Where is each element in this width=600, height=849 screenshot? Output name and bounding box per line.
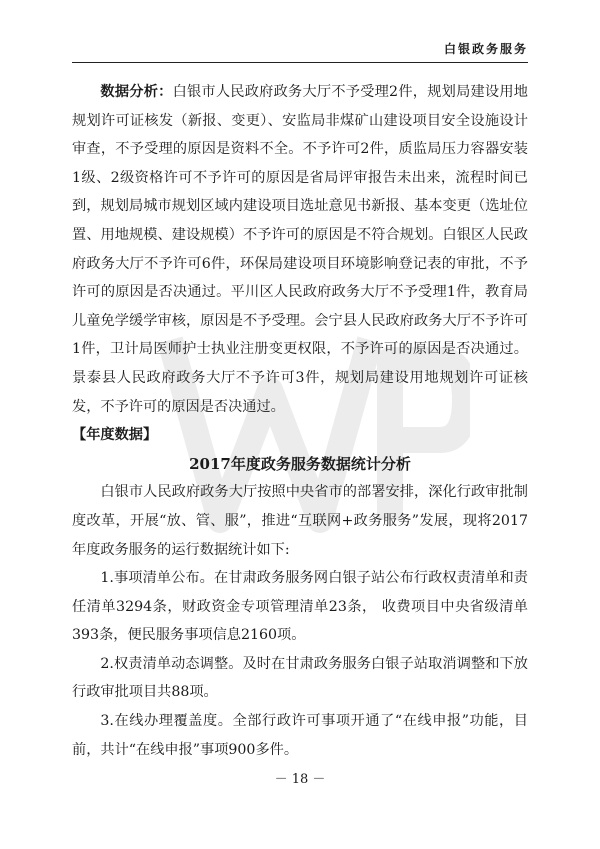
annual-item-3: 3.在线办理覆盖度。全部行政许可事项开通了“在线申报”功能，目前，共计“在线申报”事项900多件。 [72, 713, 528, 758]
header-title: 白银政务服务 [443, 42, 528, 56]
analysis-text: 白银市人民政府政务大厅不予受理2件，规划局建设用地规划许可证核发（新报、变更）、安监局非煤矿山建设项目安全设施设计审查，不予受理的原因是资料不全。不予许可2件，质监局压力容器安装1级、2级资格许可不予许可的原因是省局评审报告未出来，流程时间已到，规划局城市规划区域内建设项目选址意见书新报、基本变更（选址位置、用地规模、建设规模）不予许可的原因是不符合规划。白银区人民政府政务大厅不予许可6件，环保局建设项目环境影响登记表的审批，不予许可的原因是否决通过。平川区人民政府政务大厅不予受理1件，教育局儿童免学缓学审核，原因是不予受理。会宁县人民政府政务大厅不予许可1件，卫计局医师护士执业注册变更权限，不予许可的原因是否决通过。景泰县人民政府政务大厅不予许可3件，规划局建设用地规划许可证核发，不予许可的原因是否决通过。 [72, 84, 528, 415]
analysis-paragraph [72, 78, 528, 421]
page-number: － 18 － [274, 772, 326, 787]
page-header [72, 40, 528, 63]
analysis-lead: 数据分析： [100, 84, 173, 100]
page-content [72, 78, 528, 764]
annual-item-1: 1.事项清单公布。在甘肃政务服务网白银子站公布行政权责清单和责任清单3294条，财政资金专项管理清单23条， 收费项目中央省级清单393条，便民服务事项信息2160项。 [72, 570, 528, 644]
annual-intro: 白银市人民政府政务大厅按照中央省市的部署安排，深化行政审批制度改革，开展“放、管、服”，推进“互联网+政务服务”发展，现将2017年度政务服务的运行数据统计如下: [72, 484, 528, 558]
annual-section-label: 【年度数据】 [72, 427, 158, 444]
annual-title: 2017年度政务服务数据统计分析 [189, 454, 411, 473]
annual-item-2: 2.权责清单动态调整。及时在甘肃政务服务白银子站取消调整和下放行政审批项目共88项。 [72, 655, 528, 701]
